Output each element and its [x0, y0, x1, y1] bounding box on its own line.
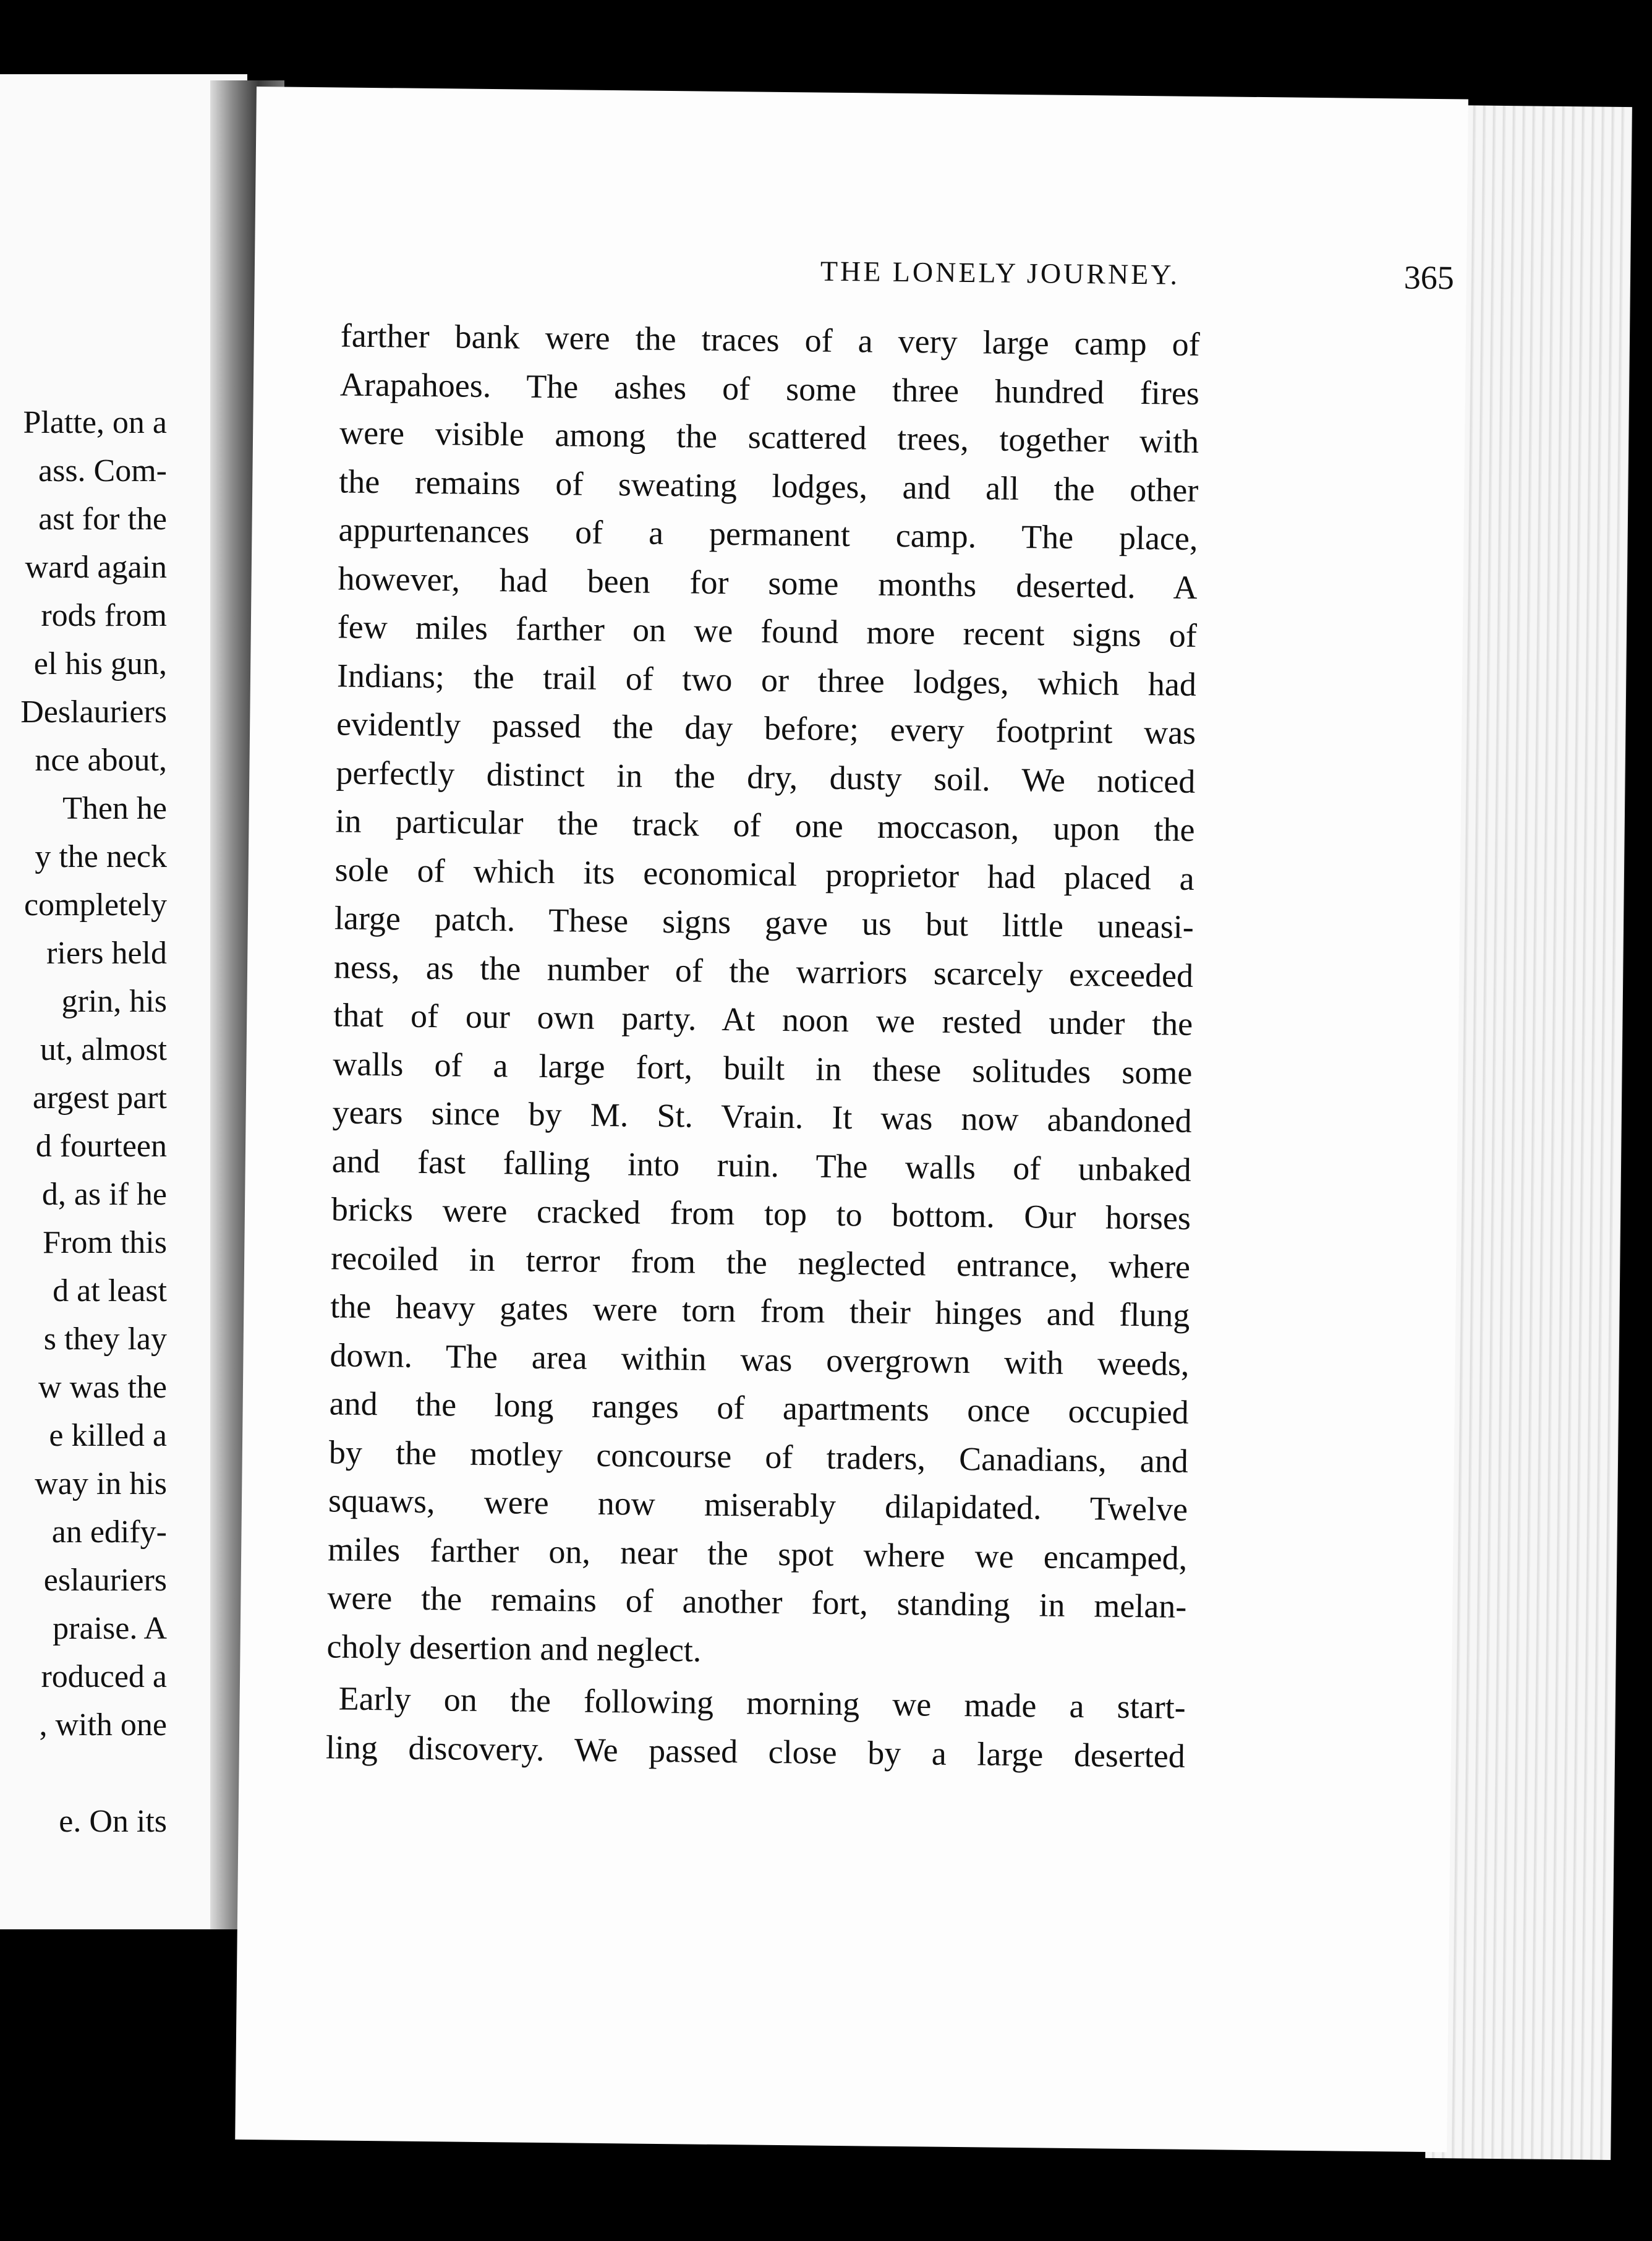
text-line: roduced a — [41, 1659, 167, 1694]
text-line: Then he — [62, 791, 167, 826]
text-line: sole of which its economical proprietor had placed a — [334, 850, 1194, 897]
text-line: were the remains of another fort, standing in melan- — [327, 1579, 1187, 1625]
body-text — [325, 311, 1200, 1780]
text-line: way in his — [35, 1466, 167, 1501]
running-title: THE LONELY JOURNEY. — [820, 255, 1180, 291]
text-line: ling discovery. We passed close by a large deserted — [325, 1728, 1186, 1775]
text-line: by the motley concourse of traders, Canadians, and — [328, 1433, 1189, 1480]
text-line: d fourteen — [35, 1129, 167, 1164]
running-head — [341, 249, 1454, 310]
text-line: grin, his — [61, 984, 167, 1019]
text-line: e. On its — [59, 1804, 167, 1839]
text-line: and fast falling into ruin. The walls of unbaked — [331, 1142, 1192, 1189]
text-line: d, as if he — [41, 1177, 167, 1212]
text-line: s they lay — [43, 1321, 167, 1357]
text-line: and the long ranges of apartments once occupied — [329, 1385, 1189, 1431]
text-line: rods from — [41, 598, 167, 633]
text-line: ness, as the number of the warriors scarcely exceeded — [333, 947, 1194, 994]
text-line: Deslauriers — [20, 694, 167, 730]
text-line: bricks were cracked from top to bottom. Our horses — [331, 1190, 1191, 1237]
page-number: 365 — [1403, 258, 1455, 297]
text-line: appurtenances of a permanent camp. The place, — [338, 511, 1198, 557]
text-line: farther bank were the traces of a very large camp of — [340, 317, 1201, 363]
text-line: eslauriers — [43, 1563, 167, 1598]
text-line: Indians; the trail of two or three lodges, which had — [336, 656, 1197, 703]
text-line: ut, almost — [40, 1032, 167, 1067]
text-line: squaws, were now miserably dilapidated. Twelve — [328, 1482, 1188, 1528]
text-line: ass. Com- — [38, 453, 167, 489]
text-line: e killed a — [49, 1418, 167, 1453]
text-line: argest part — [32, 1080, 167, 1116]
text-line: riers held — [46, 936, 167, 971]
text-line: that of our own party. At noon we rested under the — [333, 996, 1193, 1043]
text-line: y the neck — [35, 839, 167, 874]
text-line: praise. A — [53, 1611, 167, 1646]
text-line: few miles farther on we found more recent signs of — [337, 608, 1198, 654]
text-line: w was the — [38, 1370, 167, 1405]
text-line: el his gun, — [33, 646, 167, 681]
text-line: nce about, — [35, 743, 167, 778]
text-line: the heavy gates were torn from their hinges and flung — [330, 1287, 1190, 1334]
left-page-text — [0, 399, 167, 1846]
text-line: the remains of sweating lodges, and all the other — [339, 462, 1199, 509]
text-line: Arapahoes. The ashes of some three hundred fires — [339, 365, 1200, 412]
text-line: down. The area within was overgrown with weeds, — [330, 1336, 1190, 1383]
text-line: ast for the — [38, 502, 167, 537]
text-line: ward again — [25, 550, 167, 585]
text-line: d at least — [53, 1273, 167, 1308]
text-line: large patch. These signs gave us but little uneasi- — [334, 899, 1194, 945]
text-line: choly desertion and neglect. — [326, 1627, 702, 1669]
text-line: walls of a large fort, built in these solitudes some — [333, 1044, 1193, 1091]
text-line: Early on the following morning we made a start- — [338, 1680, 1186, 1726]
text-line: completely — [23, 887, 167, 923]
right-page — [235, 87, 1468, 2152]
text-line: , with one — [39, 1707, 167, 1743]
text-line: miles farther on, near the spot where we encamped, — [327, 1530, 1188, 1577]
text-line: were visible among the scattered trees, together with — [339, 414, 1199, 460]
text-line: perfectly distinct in the dry, dusty soil. We noticed — [336, 753, 1196, 800]
text-line: Platte, on a — [23, 405, 167, 440]
text-line: in particular the track of one moccason, upon the — [335, 802, 1195, 848]
text-line: From this — [43, 1225, 167, 1260]
text-line: evidently passed the day before; every footprint was — [336, 705, 1196, 751]
text-line: however, had been for some months deserted. A — [338, 559, 1198, 606]
text-line: recoiled in terror from the neglected entrance, where — [330, 1239, 1191, 1286]
text-line: an edify- — [51, 1514, 167, 1550]
text-line: years since by M. St. Vrain. It was now abandoned — [332, 1093, 1192, 1140]
